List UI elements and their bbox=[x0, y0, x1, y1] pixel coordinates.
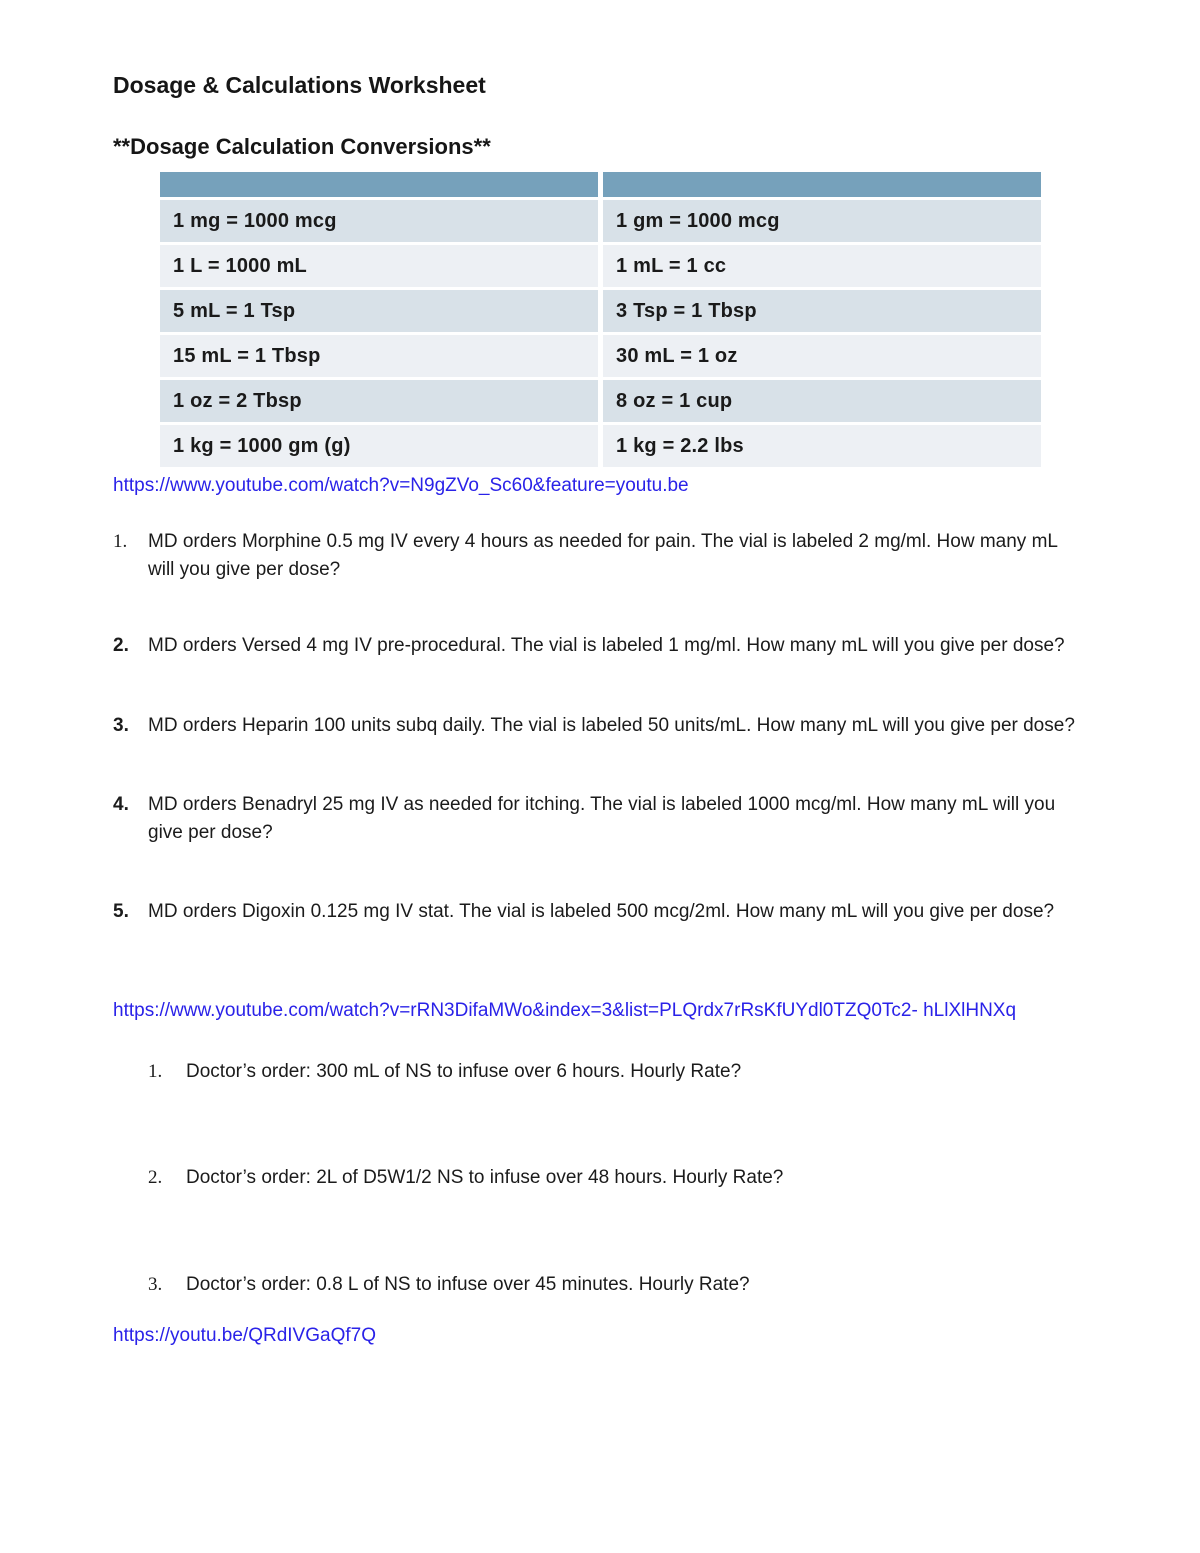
conversion-cell: 15 mL = 1 Tbsp bbox=[160, 335, 598, 377]
conversion-cell: 1 kg = 2.2 lbs bbox=[603, 425, 1041, 467]
question-text: MD orders Heparin 100 units subq daily. The vial is labeled 50 units/mL. How many mL will you give per dose? bbox=[148, 715, 1075, 736]
conversion-cell: 1 kg = 1000 gm (g) bbox=[160, 425, 598, 467]
conversion-cell: 3 Tsp = 1 Tbsp bbox=[603, 290, 1041, 332]
question-text: Doctor’s order: 0.8 L of NS to infuse over 45 minutes. Hourly Rate? bbox=[186, 1274, 750, 1295]
dosage-question-5 bbox=[113, 898, 1088, 926]
question-number: 3. bbox=[148, 1274, 163, 1295]
question-number: 1. bbox=[113, 531, 128, 552]
rate-question-3 bbox=[148, 1271, 1088, 1299]
conversion-cell: 30 mL = 1 oz bbox=[603, 335, 1041, 377]
conversion-cell: 5 mL = 1 Tsp bbox=[160, 290, 598, 332]
question-number: 1. bbox=[148, 1061, 163, 1082]
conversion-cell: 1 L = 1000 mL bbox=[160, 245, 598, 287]
table-header-right bbox=[603, 172, 1041, 197]
rate-question-1 bbox=[148, 1058, 1088, 1086]
question-text: Doctor’s order: 300 mL of NS to infuse over 6 hours. Hourly Rate? bbox=[186, 1061, 742, 1082]
question-text: MD orders Morphine 0.5 mg IV every 4 hours as needed for pain. The vial is labeled 2 mg/ml. How many mL will you give per dose? bbox=[148, 531, 1058, 580]
video-link-conversions[interactable]: https://www.youtube.com/watch?v=N9gZVo_Sc60&feature=youtu.be bbox=[113, 475, 689, 496]
conversion-cell: 1 mL = 1 cc bbox=[603, 245, 1041, 287]
table-header-left bbox=[160, 172, 598, 197]
conversion-cell: 1 oz = 2 Tbsp bbox=[160, 380, 598, 422]
conversion-table bbox=[160, 172, 1041, 467]
dosage-question-3 bbox=[113, 712, 1088, 740]
question-number: 4. bbox=[113, 794, 129, 815]
question-text: Doctor’s order: 2L of D5W1/2 NS to infuse over 48 hours. Hourly Rate? bbox=[186, 1167, 784, 1188]
question-number: 3. bbox=[113, 715, 129, 736]
question-number: 5. bbox=[113, 901, 129, 922]
section-heading-conversions: **Dosage Calculation Conversions** bbox=[113, 134, 491, 159]
conversion-cell: 1 gm = 1000 mcg bbox=[603, 200, 1041, 242]
question-number: 2. bbox=[113, 635, 129, 656]
dosage-question-2 bbox=[113, 632, 1088, 660]
video-link-iv-rates[interactable]: https://www.youtube.com/watch?v=rRN3DifaMWo&index=3&list=PLQrdx7rRsKfUYdl0TZQ0Tc2- hLlXlHNXq bbox=[113, 1000, 1017, 1021]
question-text: MD orders Benadryl 25 mg IV as needed for itching. The vial is labeled 1000 mcg/ml. How many mL will you give per dose? bbox=[148, 794, 1056, 843]
video-link-youtu-be[interactable]: https://youtu.be/QRdIVGaQf7Q bbox=[113, 1325, 376, 1346]
question-number: 2. bbox=[148, 1167, 163, 1188]
conversion-cell: 1 mg = 1000 mcg bbox=[160, 200, 598, 242]
dosage-question-1 bbox=[113, 528, 1088, 584]
question-text: MD orders Versed 4 mg IV pre-procedural. The vial is labeled 1 mg/ml. How many mL will you give per dose? bbox=[148, 635, 1065, 656]
question-text: MD orders Digoxin 0.125 mg IV stat. The vial is labeled 500 mcg/2ml. How many mL will you give per dose? bbox=[148, 901, 1055, 922]
rate-question-2 bbox=[148, 1164, 1088, 1192]
conversion-cell: 8 oz = 1 cup bbox=[603, 380, 1041, 422]
page-title: Dosage & Calculations Worksheet bbox=[113, 72, 486, 98]
dosage-question-4 bbox=[113, 791, 1088, 847]
